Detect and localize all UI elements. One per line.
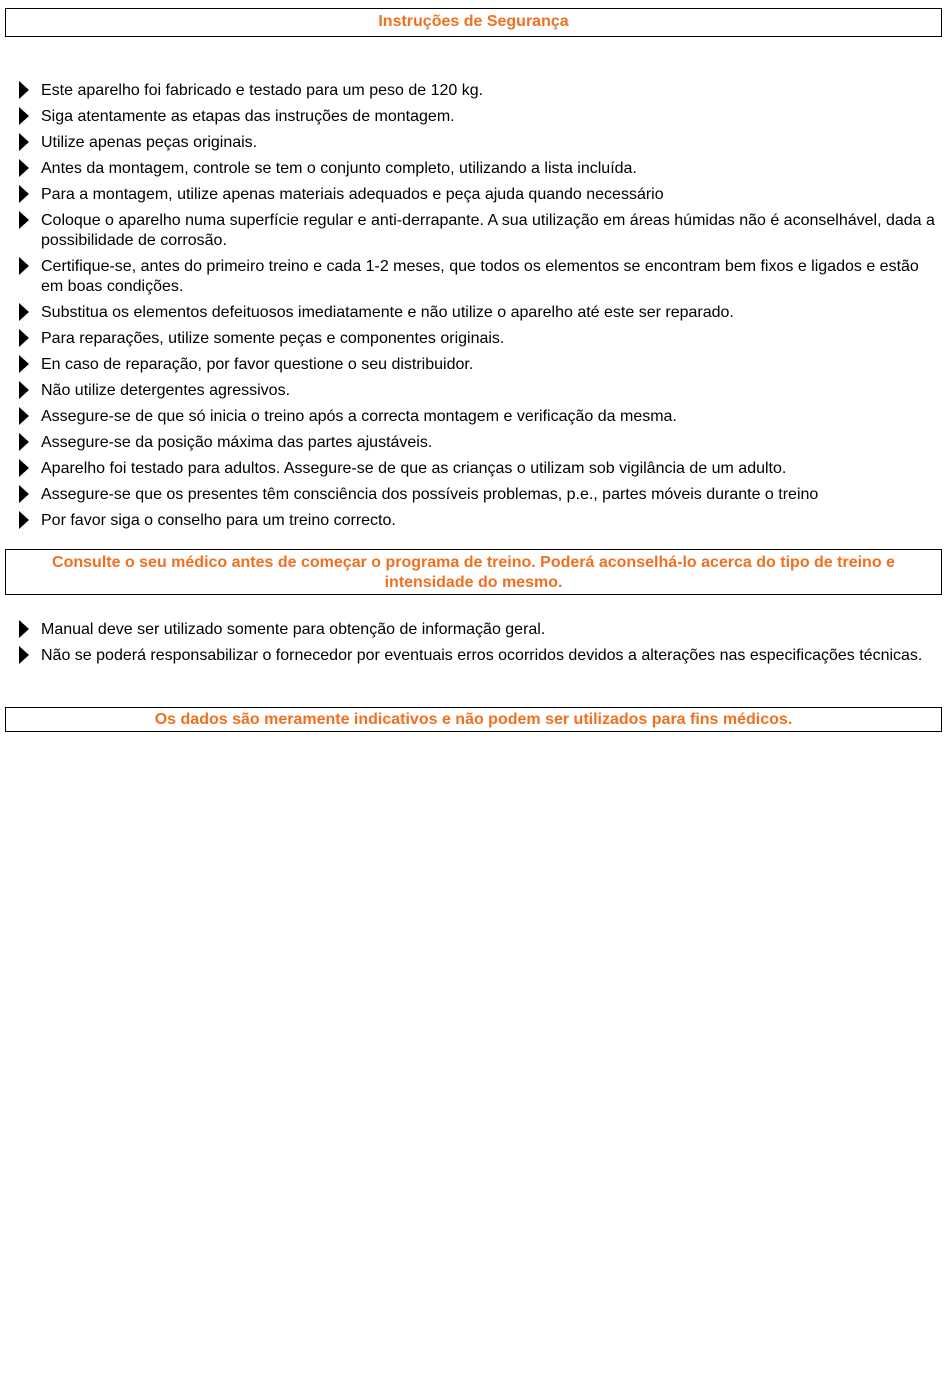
list-item: Não utilize detergentes agressivos. [0, 381, 950, 401]
page-title-box [5, 8, 942, 37]
triangle-right-icon [19, 303, 29, 321]
triangle-right-icon [19, 159, 29, 177]
list-item: Assegure-se de que só inicia o treino após a correcta montagem e verificação da mesma. [0, 407, 950, 427]
list-item: Assegure-se que os presentes têm consciência dos possíveis problemas, p.e., partes móveis durante o treino [0, 485, 950, 505]
triangle-right-icon [19, 381, 29, 399]
disclaimer-box [5, 707, 942, 732]
general-info-list [0, 620, 950, 672]
triangle-right-icon [19, 459, 29, 477]
list-item: Para reparações, utilize somente peças e componentes originais. [0, 329, 950, 349]
list-item: En caso de reparação, por favor questione o seu distribuidor. [0, 355, 950, 375]
page-title: Instruções de Segurança [378, 13, 569, 30]
list-item: Antes da montagem, controle se tem o conjunto completo, utilizando a lista incluída. [0, 159, 950, 179]
triangle-right-icon [19, 211, 29, 229]
medical-advice-box [5, 549, 942, 595]
list-item: Aparelho foi testado para adultos. Assegure-se de que as crianças o utilizam sob vigilância de um adulto. [0, 459, 950, 479]
list-item: Utilize apenas peças originais. [0, 133, 950, 153]
triangle-right-icon [19, 511, 29, 529]
list-item: Siga atentamente as etapas das instruções de montagem. [0, 107, 950, 127]
triangle-right-icon [19, 407, 29, 425]
triangle-right-icon [19, 620, 29, 638]
medical-advice-text: Consulte o seu médico antes de começar o programa de treino. Poderá aconselhá-lo acerca do tipo de treino e intensidade do mesmo. [52, 554, 895, 591]
list-item: Assegure-se da posição máxima das partes ajustáveis. [0, 433, 950, 453]
list-item: Coloque o aparelho numa superfície regular e anti-derrapante. A sua utilização em áreas húmidas não é aconselhável, dada a possibilidade de corrosão. [0, 211, 950, 251]
triangle-right-icon [19, 329, 29, 347]
triangle-right-icon [19, 646, 29, 664]
safety-instructions-list [0, 81, 950, 537]
triangle-right-icon [19, 485, 29, 503]
list-item: Manual deve ser utilizado somente para obtenção de informação geral. [0, 620, 950, 640]
list-item: Substitua os elementos defeituosos imediatamente e não utilize o aparelho até este ser reparado. [0, 303, 950, 323]
triangle-right-icon [19, 185, 29, 203]
triangle-right-icon [19, 107, 29, 125]
list-item: Por favor siga o conselho para um treino correcto. [0, 511, 950, 531]
triangle-right-icon [19, 81, 29, 99]
list-item: Para a montagem, utilize apenas materiais adequados e peça ajuda quando necessário [0, 185, 950, 205]
triangle-right-icon [19, 133, 29, 151]
triangle-right-icon [19, 433, 29, 451]
triangle-right-icon [19, 355, 29, 373]
list-item: Certifique-se, antes do primeiro treino e cada 1-2 meses, que todos os elementos se encontram bem fixos e ligados e estão em boas condições. [0, 257, 950, 297]
triangle-right-icon [19, 257, 29, 275]
list-item: Este aparelho foi fabricado e testado para um peso de 120 kg. [0, 81, 950, 101]
list-item: Não se poderá responsabilizar o fornecedor por eventuais erros ocorridos devidos a alterações nas especificações técnicas. [0, 646, 950, 666]
disclaimer-text: Os dados são meramente indicativos e não podem ser utilizados para fins médicos. [154, 711, 793, 728]
